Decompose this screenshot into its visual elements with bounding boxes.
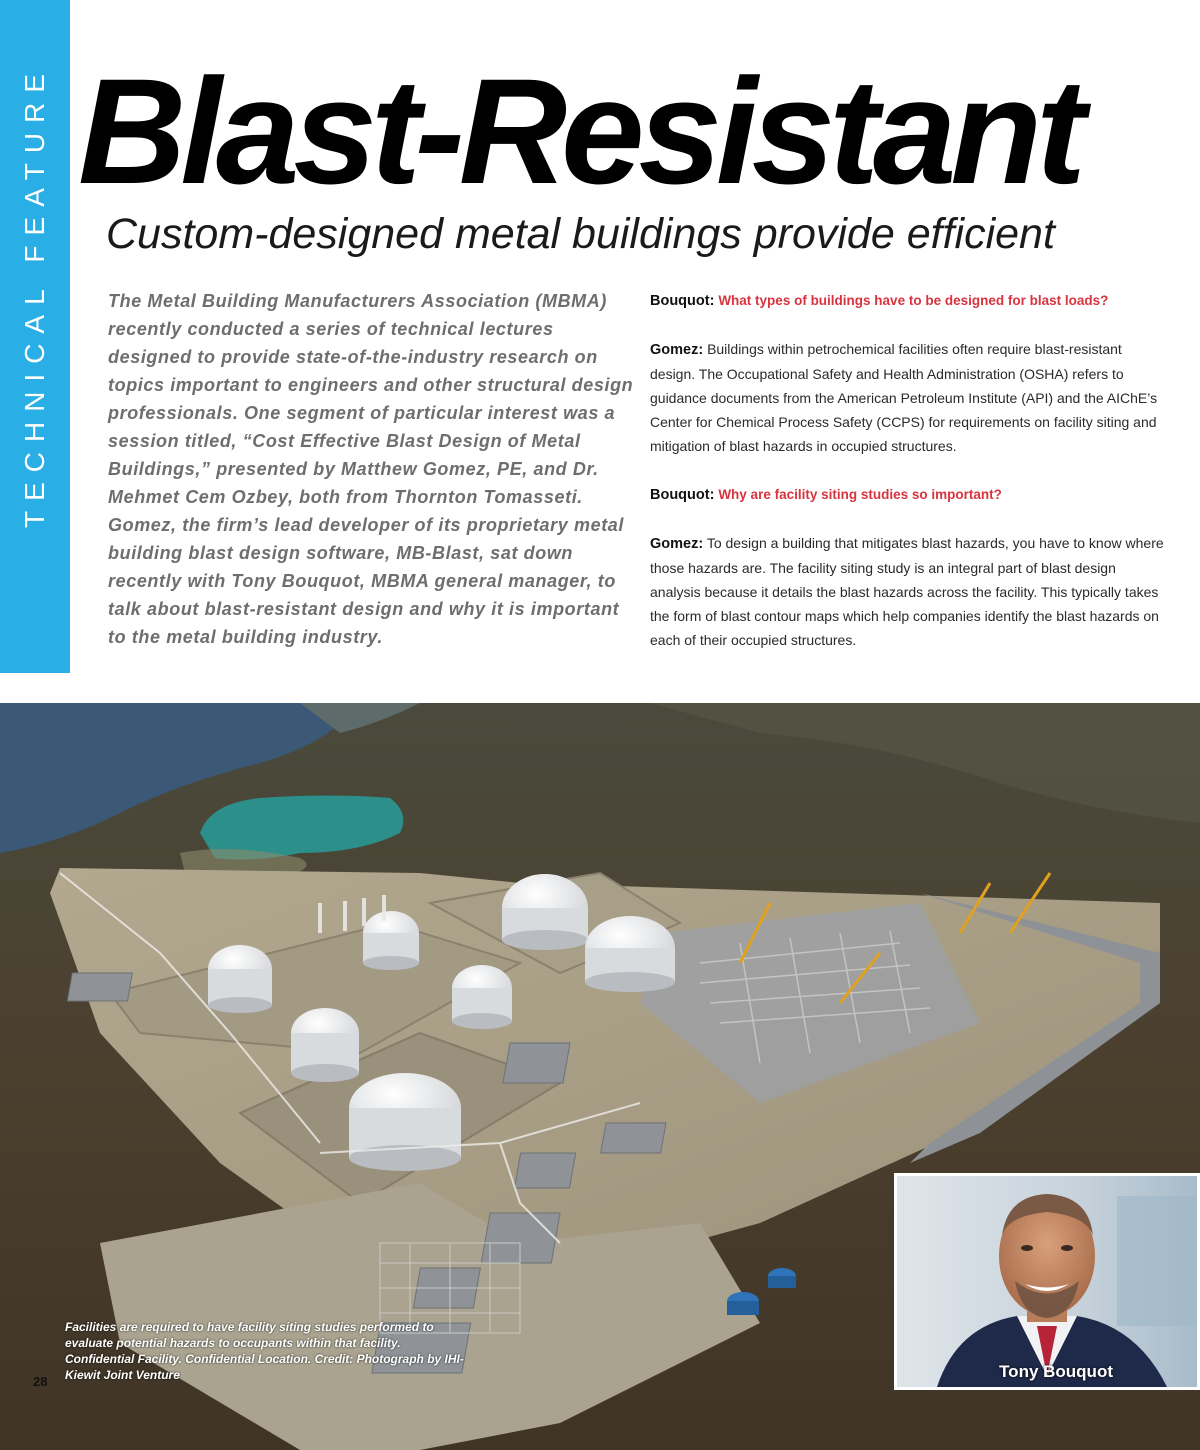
portrait-name: Tony Bouquot	[999, 1362, 1113, 1381]
qa-speaker: Bouquot:	[650, 487, 715, 503]
article-intro: The Metal Building Manufacturers Association (MBMA) recently conducted a series of technical lectures designed to provide state-of-the-industry research on topics important to engineers and other structural design professionals. One segment of particular interest was a session titled, “Cost Effective Blast Design of Metal Buildings,” presented by Matthew Gomez, PE, and Dr. Mehmet Cem Ozbey, both from Thornton Tomasseti. Gomez, the firm’s lead developer of its proprietary metal building blast design software, MB-Blast, sat down recently with Tony Bouquot, MBMA general manager, to talk about blast-resistant design and why it is important to the metal building industry.	[108, 291, 634, 647]
article-title: Blast-Resistant	[78, 47, 1080, 215]
article-subtitle: Custom-designed metal buildings provide efficient	[106, 210, 1055, 258]
qa-speaker: Gomez:	[650, 342, 704, 358]
section-sidebar	[0, 0, 70, 673]
qa-answer	[650, 337, 1170, 458]
qa-question	[650, 482, 1170, 507]
qa-question	[650, 288, 1170, 313]
qa-answer-text: To design a building that mitigates blast hazards, you have to know where those hazards are. The facility siting study is an integral part of blast design analysis because it details the blast hazards across the facility. This typically takes the form of blast contour maps which help companies identify the blast hazards on each of their occupied structures.	[650, 535, 1164, 648]
photo-caption: Facilities are required to have facility siting studies performed to evaluate potential hazards to occupants within that facility. Confidential Facility. Confidential Location. Credit: Photograph by IHI-Kiewit Joint Venture	[65, 1320, 464, 1382]
qa-question-text: Why are facility siting studies so important?	[718, 487, 1002, 502]
qa-answer	[650, 531, 1170, 652]
portrait-photo	[894, 1173, 1200, 1390]
page-number: 28	[33, 1374, 48, 1389]
interview-qa	[650, 288, 1170, 676]
section-label: TECHNICAL FEATURE	[19, 63, 50, 529]
qa-speaker: Bouquot:	[650, 293, 715, 309]
qa-speaker: Gomez:	[650, 536, 704, 552]
qa-question-text: What types of buildings have to be designed for blast loads?	[718, 293, 1109, 308]
qa-answer-text: Buildings within petrochemical facilities often require blast-resistant design. The Occupational Safety and Health Administration (OSHA) refers to guidance documents from the American Petroleum Institute (API) and the AIChE’s Center for Chemical Process Safety (CCPS) for requirements on facility siting and mitigation of blast hazards in occupied structures.	[650, 341, 1158, 454]
